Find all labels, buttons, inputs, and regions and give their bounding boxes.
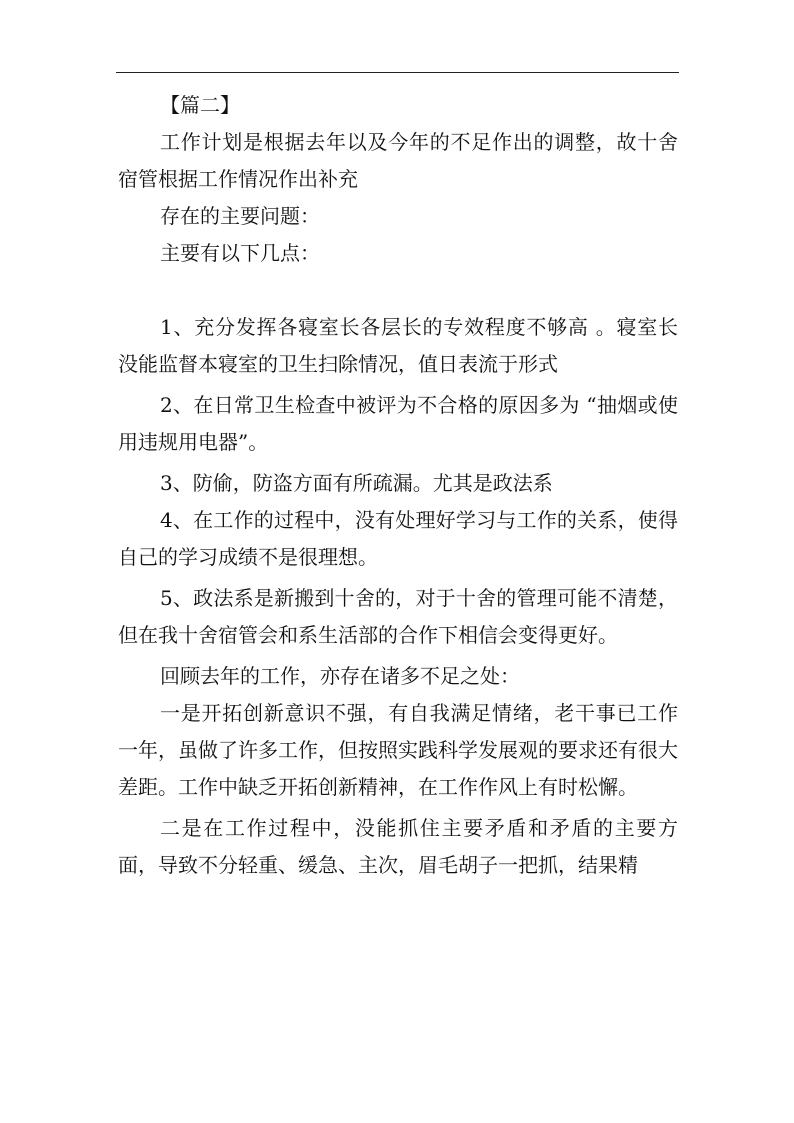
list-item-1: 1、充分发挥各寝室长各层长的专效程度不够高 。寝室长没能监督本寝室的卫生扫除情况，值日表流于形式 — [118, 315, 678, 376]
list-item-3: 3、防偷，防盗方面有所疏漏。尤其是政法系 — [160, 471, 553, 495]
paragraph-shortcoming-1: 一是开拓创新意识不强，有自我满足情绪，老干事已工作一年，虽做了许多工作，但按照实践科学发展观的要求还有很大差距。工作中缺乏开拓创新精神，在工作作风上有时松懈。 — [118, 701, 678, 799]
list-item-5: 5、政法系是新搬到十舍的，对于十舍的管理可能不清楚，但在我十舍宿管会和系生活部的合作下相信会变得更好。 — [118, 586, 678, 647]
paragraph-intro: 工作计划是根据去年以及今年的不足作出的调整，故十舍宿管根据工作情况作出补充 — [118, 130, 678, 191]
list-item-4: 4、在工作的过程中，没有处理好学习与工作的关系，使得自己的学习成绩不是很理想。 — [118, 508, 678, 569]
section-heading: 【篇二】 — [160, 93, 240, 117]
paragraph-shortcoming-2: 二是在工作过程中，没能抓住主要矛盾和矛盾的主要方面，导致不分轻重、缓急、主次，眉毛胡子一把抓，结果精 — [118, 816, 678, 877]
document-body — [118, 76, 678, 884]
list-item-2: 2、在日常卫生检查中被评为不合格的原因多为 “抽烟或使用违规用电器”。 — [118, 393, 678, 454]
header-rule — [116, 72, 679, 73]
paragraph-review-heading: 回顾去年的工作，亦存在诸多不足之处： — [160, 664, 520, 688]
paragraph-problems-heading: 存在的主要问题： — [160, 204, 320, 228]
paragraph-points-heading: 主要有以下几点： — [160, 241, 320, 265]
